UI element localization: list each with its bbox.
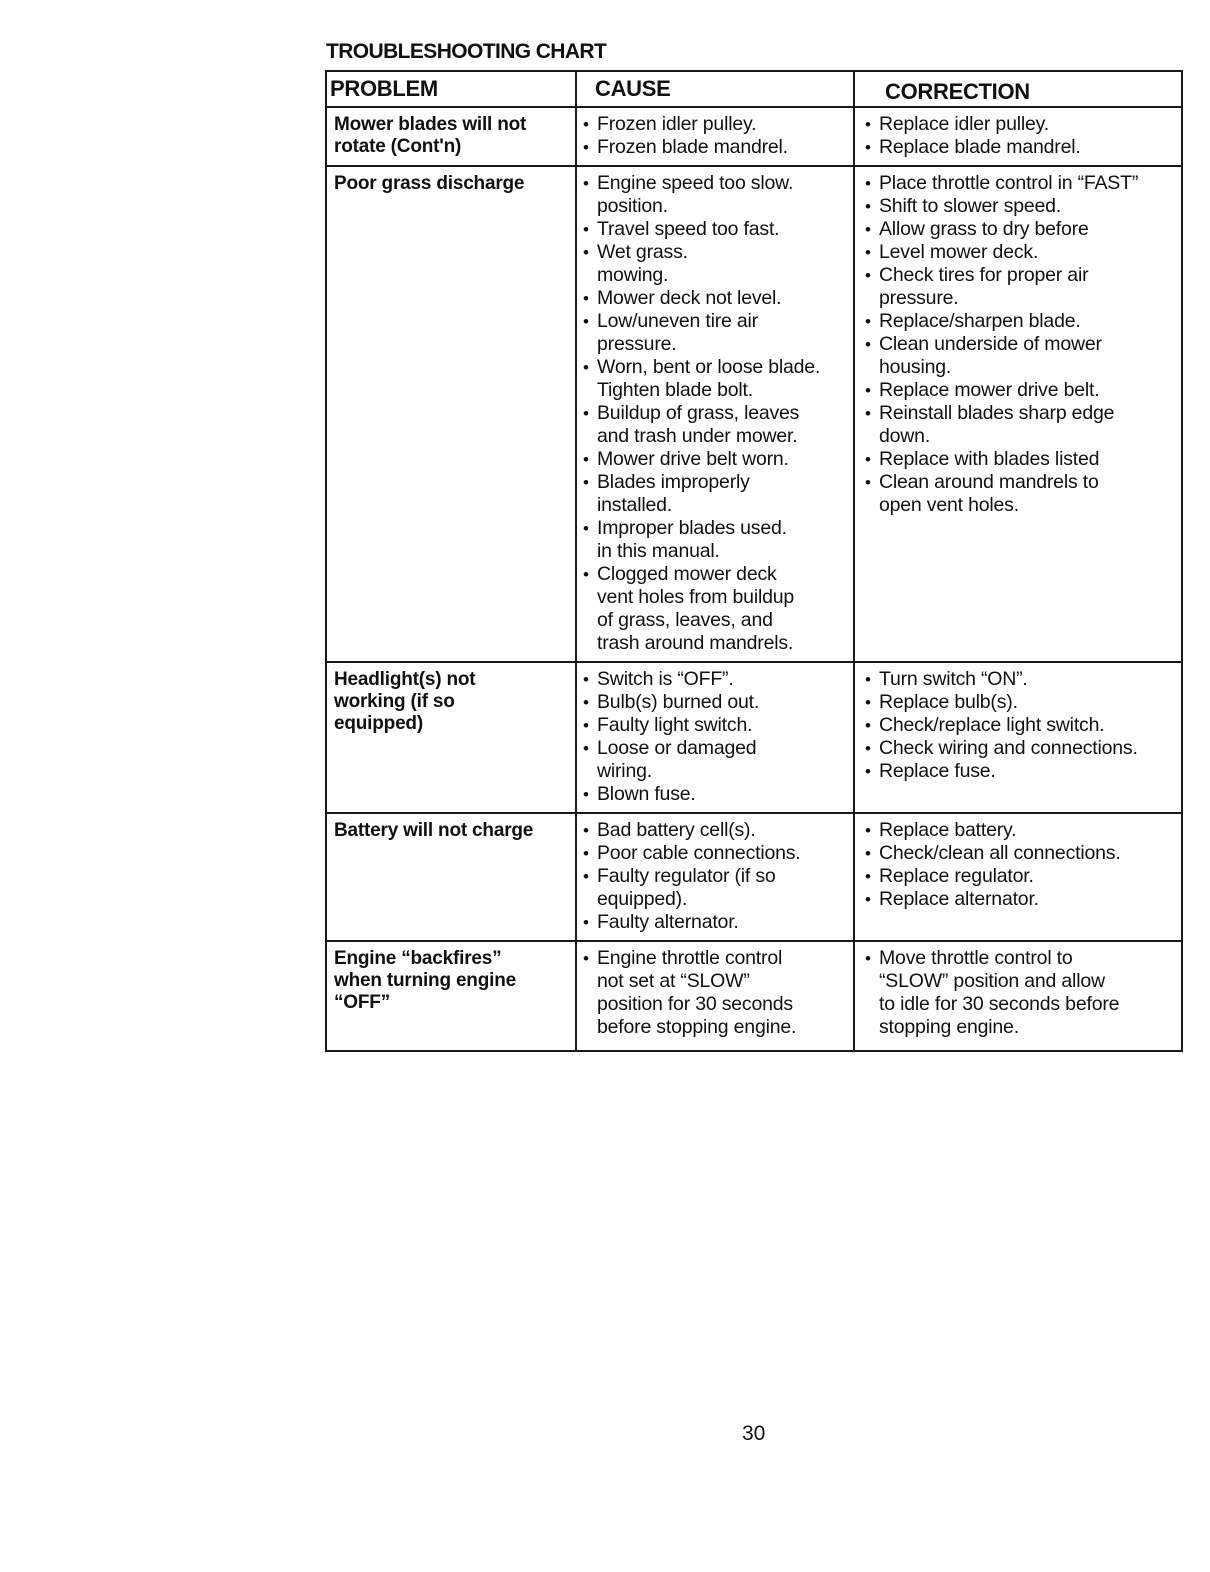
correction-item: • Clean around mandrels to open vent holes.: [861, 471, 1181, 517]
correction-item: • Level mower deck.: [861, 241, 1181, 264]
correction-list: [855, 108, 1181, 165]
cause-list: [577, 663, 853, 812]
cause-item: • Frozen blade mandrel.: [579, 136, 853, 159]
cause-list: [577, 108, 853, 165]
problem-cell: [326, 941, 576, 1051]
correction-item: • Replace alternator.: [861, 888, 1181, 911]
cause-cell: [576, 813, 854, 941]
cause-item: • Improper blades used. in this manual.: [579, 517, 853, 563]
correction-item: • Replace/sharpen blade.: [861, 310, 1181, 333]
problem-line: Poor grass discharge: [334, 173, 525, 194]
troubleshooting-table: [325, 70, 1183, 1052]
page-number: 30: [742, 1422, 766, 1445]
correction-cell: [854, 941, 1182, 1051]
correction-item: • Allow grass to dry before: [861, 218, 1181, 241]
correction-item: • Check wiring and connections.: [861, 737, 1181, 760]
correction-list: [855, 814, 1181, 917]
cause-item: • Engine speed too slow. position.: [579, 172, 853, 218]
correction-item: • Replace regulator.: [861, 865, 1181, 888]
cause-cell: [576, 166, 854, 662]
table-row: [326, 813, 1182, 941]
correction-item: • Reinstall blades sharp edge down.: [861, 402, 1181, 448]
cause-item: • Clogged mower deck vent holes from buildup of grass, leaves, and trash around mandrels.: [579, 563, 853, 655]
correction-cell: [854, 107, 1182, 166]
correction-item: • Clean underside of mower housing.: [861, 333, 1181, 379]
cause-item: • Worn, bent or loose blade. Tighten blade bolt.: [579, 356, 853, 402]
cause-item: • Frozen idler pulley.: [579, 113, 853, 136]
problem-cell: [326, 107, 576, 166]
header-problem: PROBLEM: [326, 71, 576, 107]
correction-cell: [854, 166, 1182, 662]
correction-item: • Replace mower drive belt.: [861, 379, 1181, 402]
cause-list: [577, 942, 853, 1045]
problem-cell: [326, 813, 576, 941]
cause-cell: [576, 662, 854, 813]
cause-item: • Poor cable connections.: [579, 842, 853, 865]
problem-line: equipped): [334, 713, 423, 734]
correction-item: • Replace battery.: [861, 819, 1181, 842]
correction-item: • Shift to slower speed.: [861, 195, 1181, 218]
cause-item: • Faulty light switch.: [579, 714, 853, 737]
cause-item: • Bulb(s) burned out.: [579, 691, 853, 714]
table-body: [326, 107, 1182, 1051]
problem-line: Battery will not charge: [334, 820, 534, 841]
table-row: [326, 941, 1182, 1051]
problem-line: Engine “backfires”: [334, 948, 502, 969]
cause-list: [577, 167, 853, 661]
correction-list: [855, 663, 1181, 789]
correction-item: • Check/clean all connections.: [861, 842, 1181, 865]
cause-item: • Faulty regulator (if so equipped).: [579, 865, 853, 911]
correction-list: [855, 942, 1181, 1045]
cause-cell: [576, 941, 854, 1051]
problem-line: Headlight(s) not: [334, 669, 476, 690]
correction-item: • Move throttle control to “SLOW” position and allow to idle for 30 seconds before stopping engine.: [861, 947, 1181, 1039]
cause-item: • Switch is “OFF”.: [579, 668, 853, 691]
cause-item: • Wet grass. mowing.: [579, 241, 853, 287]
header-cause: CAUSE: [576, 71, 854, 107]
table-row: [326, 662, 1182, 813]
header-correction: CORRECTION: [854, 71, 1182, 107]
problem-line: “OFF”: [334, 992, 390, 1013]
correction-item: • Replace fuse.: [861, 760, 1181, 783]
cause-item: • Mower drive belt worn.: [579, 448, 853, 471]
cause-item: • Blown fuse.: [579, 783, 853, 806]
cause-cell: [576, 107, 854, 166]
correction-item: • Replace idler pulley.: [861, 113, 1181, 136]
cause-item: • Faulty alternator.: [579, 911, 853, 934]
cause-item: • Loose or damaged wiring.: [579, 737, 853, 783]
header-row: [326, 71, 1182, 107]
correction-item: • Check tires for proper air pressure.: [861, 264, 1181, 310]
cause-item: • Travel speed too fast.: [579, 218, 853, 241]
correction-item: • Replace blade mandrel.: [861, 136, 1181, 159]
problem-cell: [326, 166, 576, 662]
correction-item: • Replace bulb(s).: [861, 691, 1181, 714]
table-row: [326, 107, 1182, 166]
problem-line: rotate (Cont'n): [334, 136, 462, 157]
cause-list: [577, 814, 853, 940]
correction-cell: [854, 813, 1182, 941]
problem-line: when turning engine: [334, 970, 516, 991]
cause-item: • Low/uneven tire air pressure.: [579, 310, 853, 356]
chart-title: TROUBLESHOOTING CHART: [326, 40, 607, 63]
correction-item: • Check/replace light switch.: [861, 714, 1181, 737]
correction-list: [855, 167, 1181, 523]
problem-cell: [326, 662, 576, 813]
cause-item: • Bad battery cell(s).: [579, 819, 853, 842]
correction-cell: [854, 662, 1182, 813]
cause-item: • Engine throttle control not set at “SLOW” position for 30 seconds before stopping engine.: [579, 947, 853, 1039]
table-row: [326, 166, 1182, 662]
cause-item: • Blades improperly installed.: [579, 471, 853, 517]
correction-item: • Replace with blades listed: [861, 448, 1181, 471]
correction-item: • Turn switch “ON”.: [861, 668, 1181, 691]
problem-line: Mower blades will not: [334, 114, 527, 135]
cause-item: • Mower deck not level.: [579, 287, 853, 310]
correction-item: • Place throttle control in “FAST”: [861, 172, 1181, 195]
cause-item: • Buildup of grass, leaves and trash under mower.: [579, 402, 853, 448]
problem-line: working (if so: [334, 691, 455, 712]
